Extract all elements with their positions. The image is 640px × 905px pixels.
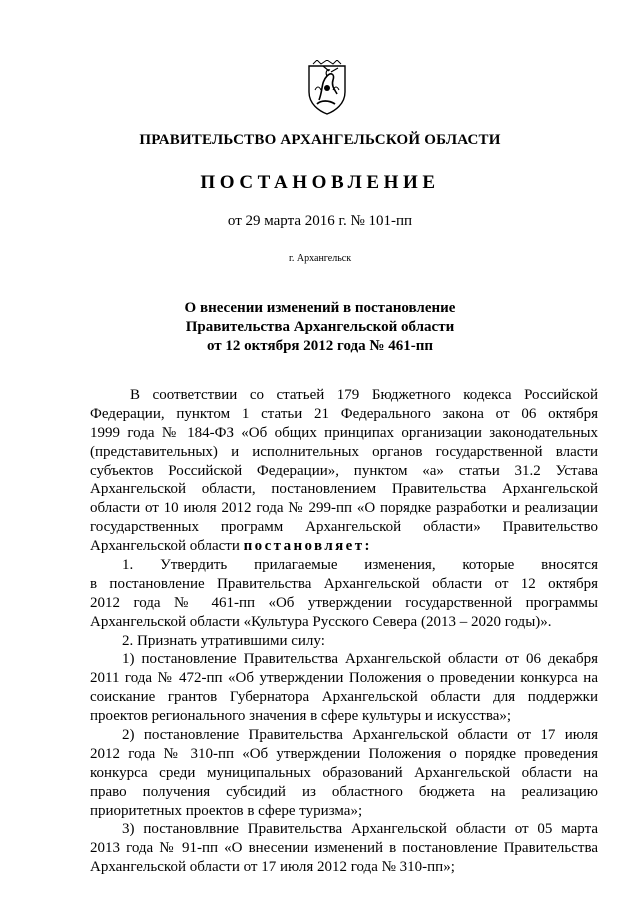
body-line: 1) постановление Правительства Архангельской области от 06 декабря bbox=[122, 651, 598, 668]
body-line-resolves bbox=[90, 537, 598, 556]
body-line: 2012 года № 310-пп «Об утверждении Положения о порядке проведения bbox=[90, 745, 598, 762]
body-line: субъектов Российской Федерации», пунктом «а» статьи 31.2 Устава bbox=[90, 462, 598, 479]
organization-name: ПРАВИТЕЛЬСТВО АРХАНГЕЛЬСКОЙ ОБЛАСТИ bbox=[139, 132, 501, 148]
body-line: 2011 года № 472-пп «Об утверждении Положения о проведении конкурса на bbox=[90, 670, 598, 687]
title-line: от 12 октября 2012 года № 461-пп bbox=[206, 338, 433, 354]
body-line: Архангельской области от 17 июля 2012 года № 310-пп»; bbox=[90, 859, 455, 876]
body-line: Архангельской области «Культура Русского Севера (2013 – 2020 годы)». bbox=[90, 613, 552, 630]
document-body bbox=[90, 386, 598, 877]
body-line: проектов регионального значения в сфере культуры и искусства»; bbox=[90, 708, 512, 725]
body-line: Архангельской области bbox=[90, 538, 240, 555]
coat-of-arms-icon bbox=[305, 60, 349, 116]
document-title bbox=[0, 299, 640, 356]
body-line: 3) постановлвние Правительства Архангельской области от 05 марта bbox=[122, 821, 598, 838]
resolves-emphasis: постановляет: bbox=[243, 538, 372, 555]
document-city: г. Архангельск bbox=[288, 253, 352, 264]
body-line: Федерации, пунктом 1 статьи 21 Федерального закона от 06 октября bbox=[90, 405, 598, 422]
body-line: 2012 года № 461-пп «Об утверждении государственной программы bbox=[90, 594, 598, 611]
body-line: Архангельской области, постановлением Правительства Архангельской bbox=[90, 481, 598, 498]
body-line: приоритетных проектов в сфере туризма»; bbox=[90, 802, 363, 819]
body-line: (представительных) и исполнительных органов государственной власти bbox=[90, 443, 598, 460]
document-type: ПОСТАНОВЛЕНИЕ bbox=[200, 172, 440, 193]
body-line: 1999 года № 184-ФЗ «Об общих принципах организации законодательных bbox=[90, 424, 598, 441]
body-line: В соответствии со статьей 179 Бюджетного кодекса Российской bbox=[130, 387, 598, 403]
body-line: конкурса среди муниципальных образований Архангельской области на bbox=[90, 764, 598, 781]
body-line: 2. Признать утратившими силу: bbox=[122, 632, 325, 649]
body-line: 2013 года № 91-пп «О внесении изменений в постановление Правительства bbox=[90, 840, 598, 857]
body-line: в постановление Правительства Архангельской области от 12 октября bbox=[90, 575, 598, 592]
body-line: 2) постановление Правительства Архангельской области от 17 июля bbox=[122, 727, 598, 744]
body-line: государственных программ Архангельской области» Правительство bbox=[90, 519, 598, 536]
title-line: О внесении изменений в постановление bbox=[184, 300, 456, 316]
body-line: 1. Утвердить прилагаемые изменения, которые вносятся bbox=[122, 557, 598, 574]
body-line: области от 10 июля 2012 года № 299-пп «О порядке разработки и реализации bbox=[90, 500, 598, 517]
document-date-number: от 29 марта 2016 г. № 101-пп bbox=[227, 213, 413, 229]
body-line: соискание грантов Губернатора Архангельской области для поддержки bbox=[90, 689, 598, 706]
title-line: Правительства Архангельской области bbox=[185, 319, 455, 335]
body-line: право получения субсидий из областного бюджета на реализацию bbox=[90, 783, 598, 800]
